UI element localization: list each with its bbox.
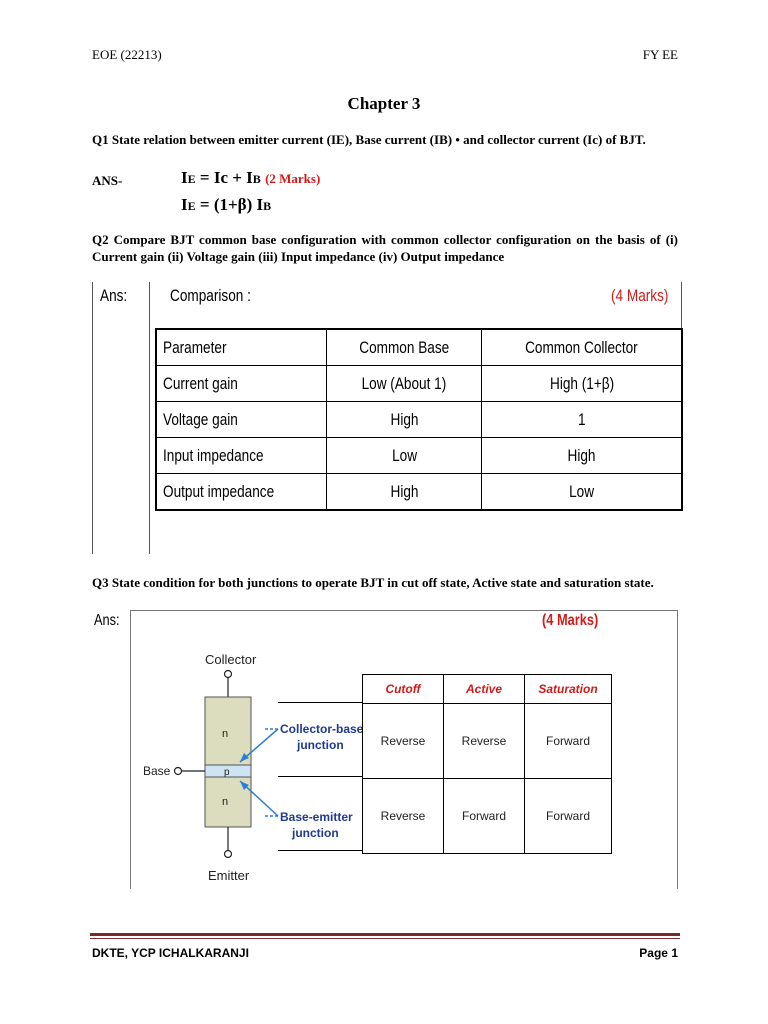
cb-junction-label-1: Collector-base: [280, 722, 364, 736]
q2-answer-panel: [92, 282, 682, 554]
header-left: EOE (22213): [92, 47, 162, 62]
table-header-cell: Common Base: [359, 337, 450, 357]
table-cell: Voltage gain: [163, 409, 238, 429]
emitter-terminal: [225, 851, 232, 858]
table-cell: High: [390, 409, 419, 429]
page-title: Chapter 3: [347, 94, 421, 113]
panel-inner-border: [149, 282, 150, 554]
q3-marks: (4 Marks): [542, 612, 599, 629]
state-header-cell: Saturation: [525, 675, 612, 704]
table-cell: High: [567, 445, 596, 465]
comparison-table: [155, 328, 683, 511]
table-cell: Low: [391, 445, 417, 465]
q1-formula-2: [181, 195, 271, 215]
emitter-label: Emitter: [208, 868, 250, 883]
table-header-row: [156, 329, 682, 366]
table-header-row: [363, 675, 612, 704]
q2-ans-label: Ans:: [100, 286, 128, 305]
state-cell: Forward: [444, 779, 525, 854]
q1-formula-1: [181, 168, 320, 188]
table-row: [363, 779, 612, 854]
table-header-cell: Common Collector: [525, 337, 639, 357]
formula1-lhs-sub: E: [187, 172, 196, 186]
table-row: [156, 474, 682, 511]
formula1-mid: = Ic + I: [195, 168, 253, 187]
q2-heading: Comparison :: [170, 286, 251, 305]
panel-left-border: [92, 282, 93, 554]
table-cell: High (1+β): [549, 373, 614, 393]
formula2-mid-sub: B: [263, 199, 272, 213]
state-cell: Reverse: [363, 779, 444, 854]
cb-junction-label-2: junction: [297, 738, 344, 752]
q1-question: Q1 State relation between emitter current (IE), Base current (IB) • and collector current (Ic) of BJT.: [92, 132, 646, 147]
footer-rule-thin: [90, 938, 680, 939]
table-cell: Low (About 1): [362, 373, 447, 393]
table-header-cell: Parameter: [163, 337, 227, 357]
state-cell: Reverse: [444, 704, 525, 779]
junction-state-table: [362, 674, 612, 854]
n-bottom-label: n: [222, 796, 229, 808]
footer-rule-thick: [90, 933, 680, 936]
formula1-lhs: I: [181, 168, 188, 187]
q2-question: Q2 Compare BJT common base configuration with common collector configuration on the basis of (i) Current gain (ii) Voltage gain (iii) Input impedance (iv) Output impedance: [92, 232, 678, 264]
footer-left: DKTE, YCP ICHALKARANJI: [92, 946, 249, 960]
formula1-mid-sub: B: [252, 172, 261, 186]
table-cell: High: [390, 481, 419, 501]
be-junction-label-2: junction: [292, 826, 339, 840]
footer-page-number: Page 1: [639, 946, 678, 960]
formula2-lhs-sub: E: [187, 199, 196, 213]
state-cell: Forward: [525, 779, 612, 854]
state-table-lead-bottom: [278, 850, 362, 851]
q3-ans-label: Ans:: [94, 612, 120, 629]
table-cell: 1: [577, 409, 586, 429]
table-cell: Low: [569, 481, 595, 501]
base-terminal: [175, 768, 182, 775]
q1-ans-label: ANS-: [92, 173, 123, 188]
state-cell: Forward: [525, 704, 612, 779]
collector-terminal: [225, 671, 232, 678]
table-row: [156, 438, 682, 474]
table-cell: Input impedance: [163, 445, 264, 465]
base-label: Base: [143, 764, 171, 778]
formula2-mid: = (1+β) I: [195, 195, 264, 214]
table-row: [363, 704, 612, 779]
table-row: [156, 402, 682, 438]
p-label: p: [224, 767, 230, 778]
table-row: [156, 366, 682, 402]
state-table-lead-mid: [278, 776, 362, 777]
state-table-lead-top: [278, 702, 362, 703]
state-header-cell: Active: [444, 675, 525, 704]
q2-marks: (4 Marks): [611, 286, 669, 305]
be-junction-label-1: Base-emitter: [280, 810, 353, 824]
table-cell: Output impedance: [163, 481, 275, 501]
n-top-label: n: [222, 728, 229, 740]
bjt-junction-diagram: [140, 640, 380, 890]
state-header-cell: Cutoff: [363, 675, 444, 704]
collector-label: Collector: [205, 652, 257, 667]
formula2-lhs: I: [181, 195, 188, 214]
q3-question: Q3 State condition for both junctions to operate BJT in cut off state, Active state and saturation state.: [92, 575, 654, 590]
state-cell: Reverse: [363, 704, 444, 779]
q1-marks: (2 Marks): [265, 171, 321, 186]
table-cell: Current gain: [163, 373, 238, 393]
header-right: FY EE: [642, 47, 678, 62]
